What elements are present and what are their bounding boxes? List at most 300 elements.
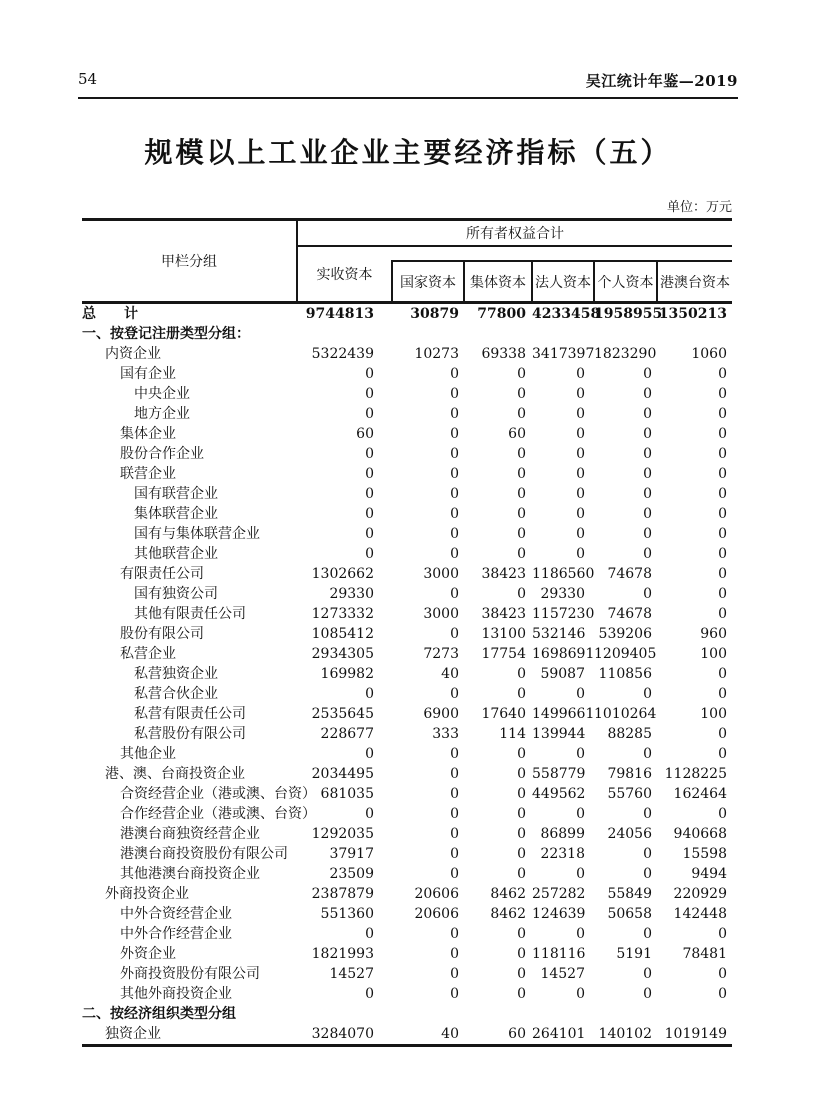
row-value: 0: [450, 986, 459, 1002]
row-value: 22318: [540, 846, 585, 862]
row-label: 国有与集体联营企业: [134, 526, 260, 542]
row-value: 0: [643, 986, 652, 1002]
row-value: [594, 1004, 657, 1024]
row-value: 0: [517, 806, 526, 822]
row-label: 股份有限公司: [120, 626, 204, 642]
row-value: 0: [643, 926, 652, 942]
row-value: 0: [643, 426, 652, 442]
row-label: 港、澳、台商投资企业: [105, 766, 245, 782]
row-value: 0: [576, 466, 585, 482]
table-row: [82, 644, 732, 664]
row-value: 0: [576, 406, 585, 422]
row-label: 其他联营企业: [134, 546, 218, 562]
row-value: [464, 324, 532, 344]
row-value: 3000: [423, 566, 459, 582]
row-value: 5322439: [311, 346, 374, 362]
row-value: 0: [450, 826, 459, 842]
row-value: 0: [643, 506, 652, 522]
row-value: [594, 324, 657, 344]
row-value: 60: [356, 426, 374, 442]
row-value: 88285: [607, 726, 652, 742]
row-value: 1302662: [311, 566, 374, 582]
header-subcol-4: 港澳台资本: [657, 261, 732, 303]
row-value: 14527: [329, 966, 374, 982]
row-value: [657, 1004, 732, 1024]
row-value: 1821993: [311, 946, 374, 962]
row-value: 5191: [616, 946, 652, 962]
table-header: [82, 220, 732, 303]
row-value: 0: [643, 806, 652, 822]
row-label: 私营股份有限公司: [134, 726, 246, 742]
row-value: 0: [517, 546, 526, 562]
row-value: 0: [718, 926, 727, 942]
row-value: 24056: [607, 826, 652, 842]
row-value: 140102: [598, 1026, 652, 1042]
row-value: 0: [450, 626, 459, 642]
row-label: 地方企业: [134, 406, 190, 422]
table-row: [82, 764, 732, 784]
row-label: 港澳台商投资股份有限公司: [120, 846, 288, 862]
row-value: 0: [517, 926, 526, 942]
page-title: 规模以上工业企业主要经济指标（五）: [144, 136, 672, 169]
row-value: 0: [576, 486, 585, 502]
table-row: [82, 664, 732, 684]
row-value: 0: [718, 986, 727, 1002]
row-value: 1010264: [594, 706, 657, 722]
row-value: 940668: [673, 826, 727, 842]
row-label: 独资企业: [105, 1026, 161, 1042]
row-value: 74678: [607, 566, 652, 582]
row-value: 0: [718, 386, 727, 402]
row-value: 539206: [598, 626, 652, 642]
row-value: 0: [365, 686, 374, 702]
row-value: 0: [643, 586, 652, 602]
row-value: 86899: [540, 826, 585, 842]
row-value: 0: [450, 686, 459, 702]
table-row: [82, 724, 732, 744]
row-label: 国有企业: [120, 366, 176, 382]
table-row: [82, 1004, 732, 1024]
row-value: 0: [576, 366, 585, 382]
row-value: 0: [718, 486, 727, 502]
row-value: 1698691: [532, 646, 595, 662]
row-value: 17640: [481, 706, 526, 722]
table-row: [82, 424, 732, 444]
row-value: [392, 324, 464, 344]
row-value: 1499661: [532, 706, 595, 722]
row-value: 0: [365, 926, 374, 942]
row-value: 0: [643, 966, 652, 982]
row-value: 0: [643, 746, 652, 762]
row-value: 449562: [532, 786, 586, 802]
row-value: 0: [718, 406, 727, 422]
row-value: [464, 1004, 532, 1024]
table-row: [82, 524, 732, 544]
row-value: 0: [576, 546, 585, 562]
row-value: 40: [441, 666, 459, 682]
row-value: [532, 324, 594, 344]
row-value: 0: [517, 486, 526, 502]
table-row: [82, 584, 732, 604]
row-value: 0: [450, 766, 459, 782]
row-value: 114: [499, 726, 526, 742]
header-subcol-0: 国家资本: [392, 261, 464, 303]
row-value: 169982: [320, 666, 374, 682]
row-value: 0: [718, 566, 727, 582]
row-value: 0: [450, 506, 459, 522]
row-value: 0: [718, 506, 727, 522]
yearbook-title: 吴江统计年鉴—2019: [585, 72, 738, 90]
row-value: 0: [718, 686, 727, 702]
row-label: 一、按登记注册类型分组：: [82, 326, 250, 342]
row-value: 0: [576, 446, 585, 462]
row-label: 港澳台商独资经营企业: [120, 826, 260, 842]
row-value: 0: [718, 726, 727, 742]
row-value: 0: [450, 546, 459, 562]
row-value: 0: [576, 866, 585, 882]
row-value: 551360: [320, 906, 374, 922]
row-value: 0: [576, 986, 585, 1002]
row-value: 14527: [540, 966, 585, 982]
table-row: [82, 904, 732, 924]
row-value: 1273332: [311, 606, 374, 622]
row-value: 7273: [423, 646, 459, 662]
header-spacer: [392, 246, 732, 261]
row-value: 0: [365, 366, 374, 382]
row-label: 集体联营企业: [134, 506, 218, 522]
row-value: 0: [365, 986, 374, 1002]
row-value: 0: [517, 866, 526, 882]
row-value: 0: [450, 926, 459, 942]
row-value: 0: [450, 586, 459, 602]
row-value: 0: [517, 746, 526, 762]
row-value: 0: [718, 666, 727, 682]
row-value: 681035: [320, 786, 374, 802]
header-group-col: 甲栏分组: [82, 220, 297, 303]
row-value: 0: [450, 486, 459, 502]
row-value: [532, 1004, 594, 1024]
row-value: 0: [643, 866, 652, 882]
row-value: 0: [365, 446, 374, 462]
row-value: 0: [365, 466, 374, 482]
row-value: 38423: [481, 566, 526, 582]
row-value: 0: [643, 546, 652, 562]
row-value: 59087: [540, 666, 585, 682]
row-value: 0: [517, 466, 526, 482]
row-value: 0: [365, 746, 374, 762]
row-value: 0: [517, 786, 526, 802]
row-value: 0: [517, 366, 526, 382]
table-row: [82, 864, 732, 884]
row-label: 其他港澳台商投资企业: [120, 866, 260, 882]
table-row: [82, 324, 732, 344]
row-value: 0: [718, 466, 727, 482]
row-value: 8462: [490, 906, 526, 922]
row-value: 60: [508, 1026, 526, 1042]
row-label: 中央企业: [134, 386, 190, 402]
row-value: 0: [450, 746, 459, 762]
row-label: 私营独资企业: [134, 666, 218, 682]
row-value: 0: [718, 446, 727, 462]
row-value: 1060: [691, 346, 727, 362]
row-value: 0: [718, 526, 727, 542]
table-row: [82, 884, 732, 904]
row-value: 29330: [540, 586, 585, 602]
table-row: [82, 384, 732, 404]
table-row: [82, 564, 732, 584]
row-value: 79816: [607, 766, 652, 782]
row-value: 0: [718, 966, 727, 982]
row-value: 0: [718, 606, 727, 622]
row-value: 142448: [673, 906, 727, 922]
row-value: 0: [365, 406, 374, 422]
page-number: 54: [78, 70, 98, 88]
table-body: [82, 303, 732, 1046]
row-value: 0: [365, 386, 374, 402]
row-value: 0: [450, 786, 459, 802]
row-label: 内资企业: [105, 346, 161, 362]
row-value: 30879: [410, 306, 459, 322]
row-value: 220929: [673, 886, 727, 902]
row-value: 0: [643, 486, 652, 502]
table-row: [82, 684, 732, 704]
row-value: 0: [517, 966, 526, 982]
table-row: [82, 504, 732, 524]
row-label: 股份合作企业: [120, 446, 204, 462]
row-label: 有限责任公司: [120, 566, 204, 582]
table-row: [82, 364, 732, 384]
row-value: 0: [517, 666, 526, 682]
table-row: [82, 484, 732, 504]
row-value: 9744813: [305, 306, 374, 322]
row-value: 0: [517, 526, 526, 542]
row-value: 15598: [682, 846, 727, 862]
row-value: 0: [365, 486, 374, 502]
row-value: 37917: [329, 846, 374, 862]
row-value: 0: [718, 586, 727, 602]
row-value: 0: [450, 526, 459, 542]
row-value: 0: [450, 806, 459, 822]
row-value: 74678: [607, 606, 652, 622]
row-value: 2034495: [311, 766, 374, 782]
row-value: 0: [517, 506, 526, 522]
row-label: 中外合资经营企业: [120, 906, 232, 922]
row-value: 1085412: [311, 626, 374, 642]
row-label: 外资企业: [120, 946, 176, 962]
row-value: 0: [576, 806, 585, 822]
table-row: [82, 984, 732, 1004]
row-label: 集体企业: [120, 426, 176, 442]
row-value: 1128225: [664, 766, 727, 782]
row-value: 38423: [481, 606, 526, 622]
row-value: 0: [517, 446, 526, 462]
row-value: 0: [576, 386, 585, 402]
row-value: 50658: [607, 906, 652, 922]
table-row: [82, 303, 732, 325]
row-value: 0: [517, 846, 526, 862]
table-row: [82, 464, 732, 484]
table-row: [82, 744, 732, 764]
row-value: 100: [700, 646, 727, 662]
table-row: [82, 964, 732, 984]
row-value: [297, 324, 392, 344]
row-value: 0: [576, 506, 585, 522]
row-value: 0: [450, 386, 459, 402]
table-row: [82, 1024, 732, 1046]
row-value: 0: [718, 366, 727, 382]
row-value: 0: [643, 526, 652, 542]
row-value: 0: [576, 526, 585, 542]
row-label: 私营有限责任公司: [134, 706, 246, 722]
row-value: 2387879: [311, 886, 374, 902]
row-value: 1186560: [532, 566, 595, 582]
row-value: 2934305: [311, 646, 374, 662]
row-value: 0: [450, 446, 459, 462]
row-value: 558779: [532, 766, 586, 782]
row-value: 139944: [532, 726, 586, 742]
row-label: 外商投资企业: [105, 886, 189, 902]
row-label: 其他外商投资企业: [120, 986, 232, 1002]
row-value: 0: [365, 546, 374, 562]
row-value: 0: [365, 806, 374, 822]
row-label: 总 计: [82, 306, 138, 322]
row-value: 1958955: [594, 306, 663, 322]
row-value: 333: [432, 726, 459, 742]
row-value: 0: [450, 366, 459, 382]
row-value: 1823290: [594, 346, 657, 362]
row-value: 100: [700, 706, 727, 722]
header-subcol-3: 个人资本: [594, 261, 657, 303]
row-value: 0: [576, 926, 585, 942]
row-value: 0: [643, 466, 652, 482]
row-label: 国有联营企业: [134, 486, 218, 502]
row-value: 77800: [477, 306, 526, 322]
row-value: 264101: [532, 1026, 586, 1042]
table-row: [82, 624, 732, 644]
row-value: 29330: [329, 586, 374, 602]
table-row: [82, 844, 732, 864]
table-row: [82, 444, 732, 464]
row-label: 联营企业: [120, 466, 176, 482]
row-value: 0: [643, 366, 652, 382]
row-value: 0: [643, 686, 652, 702]
row-value: 40: [441, 1026, 459, 1042]
row-value: 1350213: [658, 306, 727, 322]
row-value: 3284070: [311, 1026, 374, 1042]
row-label: 其他有限责任公司: [134, 606, 246, 622]
row-value: 23509: [329, 866, 374, 882]
row-value: 1209405: [594, 646, 657, 662]
row-value: 0: [643, 406, 652, 422]
row-label: 二、按经济组织类型分组: [82, 1006, 236, 1022]
row-value: 8462: [490, 886, 526, 902]
row-value: 0: [576, 686, 585, 702]
table-row: [82, 944, 732, 964]
row-label: 中外合作经营企业: [120, 926, 232, 942]
row-value: 0: [450, 966, 459, 982]
header-rule: [78, 97, 738, 99]
row-value: 0: [718, 746, 727, 762]
row-value: 0: [643, 846, 652, 862]
row-value: 2535645: [311, 706, 374, 722]
table-row: [82, 804, 732, 824]
row-value: 13100: [481, 626, 526, 642]
row-value: 0: [517, 586, 526, 602]
row-value: 1157230: [532, 606, 595, 622]
row-value: 0: [718, 546, 727, 562]
row-value: 78481: [682, 946, 727, 962]
row-value: 3417397: [532, 346, 595, 362]
row-value: 17754: [481, 646, 526, 662]
header-equity-total: 所有者权益合计: [297, 220, 732, 247]
row-value: 124639: [532, 906, 586, 922]
table-row: [82, 924, 732, 944]
row-value: 9494: [691, 866, 727, 882]
row-value: 0: [517, 386, 526, 402]
table-row: [82, 604, 732, 624]
row-label: 外商投资股份有限公司: [120, 966, 260, 982]
row-value: [392, 1004, 464, 1024]
row-value: [657, 324, 732, 344]
row-label: 国有独资公司: [134, 586, 218, 602]
row-value: 162464: [673, 786, 727, 802]
row-value: 1292035: [311, 826, 374, 842]
table-row: [82, 824, 732, 844]
row-label: 私营合伙企业: [134, 686, 218, 702]
row-value: 69338: [481, 346, 526, 362]
row-value: 228677: [320, 726, 374, 742]
row-value: 1019149: [664, 1026, 727, 1042]
table-row: [82, 704, 732, 724]
row-value: 20606: [414, 906, 459, 922]
row-value: 0: [576, 746, 585, 762]
row-value: 960: [700, 626, 727, 642]
row-label: 私营企业: [120, 646, 176, 662]
row-value: 0: [365, 506, 374, 522]
row-value: 0: [450, 866, 459, 882]
table-row: [82, 344, 732, 364]
row-value: 0: [643, 446, 652, 462]
row-value: 0: [517, 986, 526, 1002]
row-value: 532146: [532, 626, 586, 642]
row-label: 合资经营企业（港或澳、台资）: [120, 786, 316, 802]
header-paid-in-capital: 实收资本: [316, 267, 373, 283]
row-value: 10273: [414, 346, 459, 362]
row-value: 4233458: [532, 306, 601, 322]
unit-label: 单位：万元: [666, 200, 732, 215]
row-value: 55760: [607, 786, 652, 802]
row-value: 6900: [423, 706, 459, 722]
row-value: 0: [450, 946, 459, 962]
row-value: [297, 1004, 392, 1024]
row-label: 其他企业: [120, 746, 176, 762]
row-value: 0: [718, 426, 727, 442]
statistics-table: [82, 218, 732, 1047]
row-value: 0: [450, 426, 459, 442]
row-value: 110856: [598, 666, 652, 682]
table-row: [82, 784, 732, 804]
row-value: 0: [718, 806, 727, 822]
row-value: 0: [517, 686, 526, 702]
table-row: [82, 404, 732, 424]
row-value: 55849: [607, 886, 652, 902]
row-value: 118116: [532, 946, 586, 962]
row-value: 0: [450, 466, 459, 482]
row-value: 0: [517, 946, 526, 962]
row-value: 0: [576, 426, 585, 442]
row-value: 0: [517, 826, 526, 842]
row-value: 20606: [414, 886, 459, 902]
